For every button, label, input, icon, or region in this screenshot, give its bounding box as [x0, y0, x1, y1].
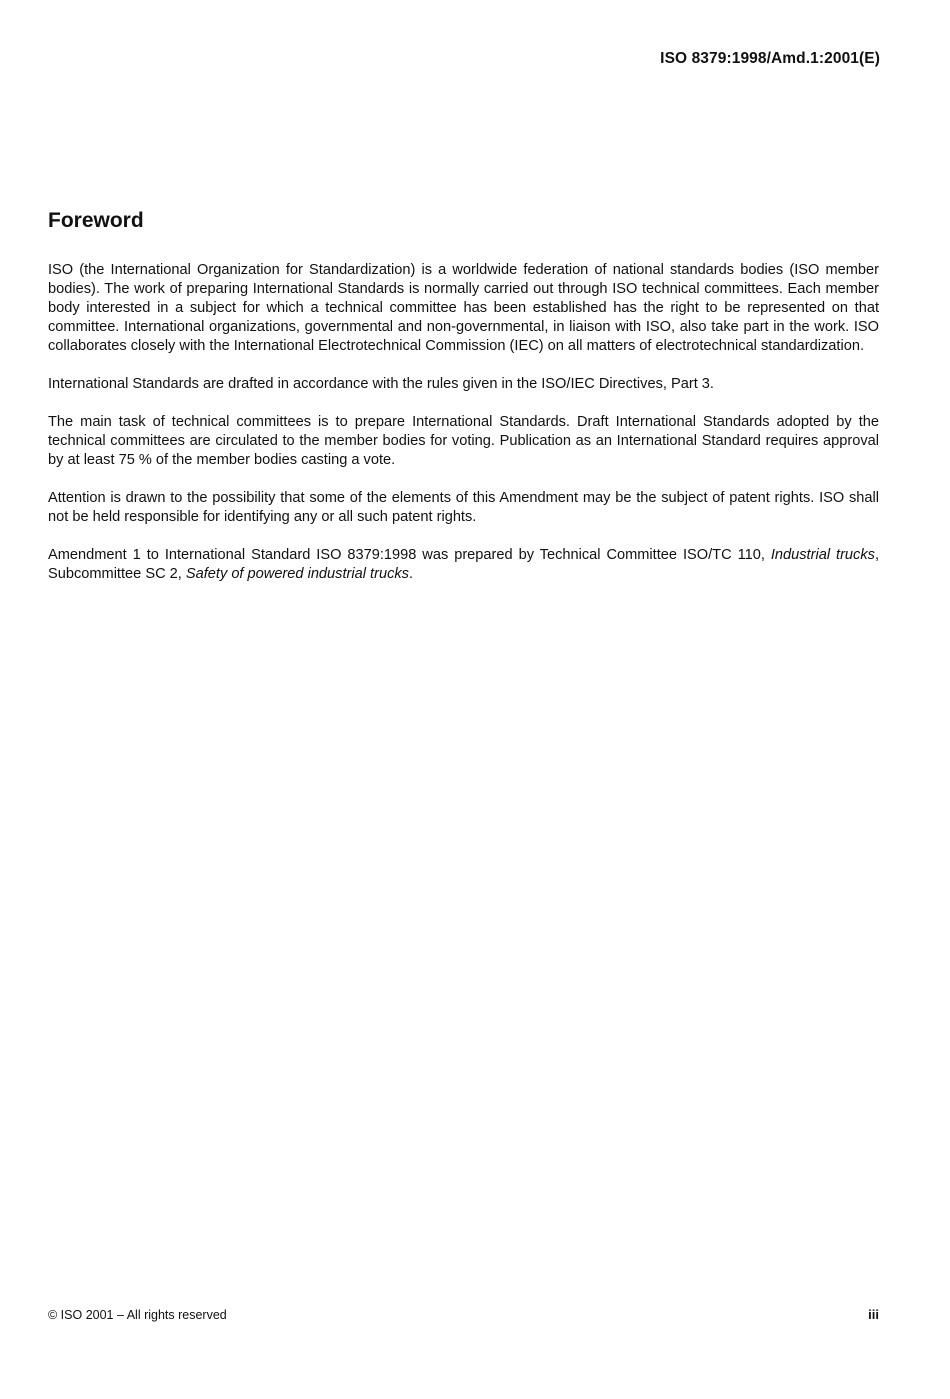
- paragraph-directives: International Standards are drafted in accordance with the rules given in the ISO/IEC Directives, Part 3.: [48, 376, 714, 392]
- amendment-text-part3: .: [408, 566, 414, 582]
- committee-title: Industrial trucks: [770, 547, 875, 563]
- amendment-text-part2: , Subcommittee SC 2,: [48, 547, 879, 582]
- copyright-notice: © ISO 2001 – All rights reserved: [48, 1308, 227, 1322]
- paragraph-patent-rights: Attention is drawn to the possibility that some of the elements of this Amendment may be the subject of patent rights. ISO shall not be held responsible for identifying any or all such patent rights.: [48, 490, 879, 525]
- paragraph-iso-overview: ISO (the International Organization for Standardization) is a worldwide federation of national standards bodies (ISO member bodies). The work of preparing International Standards is normally carried out through ISO technical committees. Each member body interested in a subject for which a technical committee has been established has the right to be represented on that committee. International organizations, governmental and non-governmental, in liaison with ISO, also take part in the work. ISO collaborates closely with the International Electrotechnical Commission (IEC) on all matters of electrotechnical standardization.: [48, 262, 879, 354]
- subcommittee-title: Safety of powered industrial trucks: [185, 566, 409, 582]
- page-title: Foreword: [48, 209, 144, 232]
- page-number: iii: [868, 1307, 879, 1322]
- paragraph-amendment-preparation: [48, 546, 879, 584]
- foreword-body: [48, 261, 879, 603]
- paragraph-committee-task: The main task of technical committees is to prepare International Standards. Draft International Standards adopted by the technical committees are circulated to the member bodies for voting. Publication as an International Standard requires approval by at least 75 % of the member bodies casting a vote.: [48, 414, 879, 468]
- amendment-text-part1: Amendment 1 to International Standard ISO 8379:1998 was prepared by Technical Committee ISO/TC 110,: [48, 547, 771, 563]
- document-reference: ISO 8379:1998/Amd.1:2001(E): [660, 50, 880, 67]
